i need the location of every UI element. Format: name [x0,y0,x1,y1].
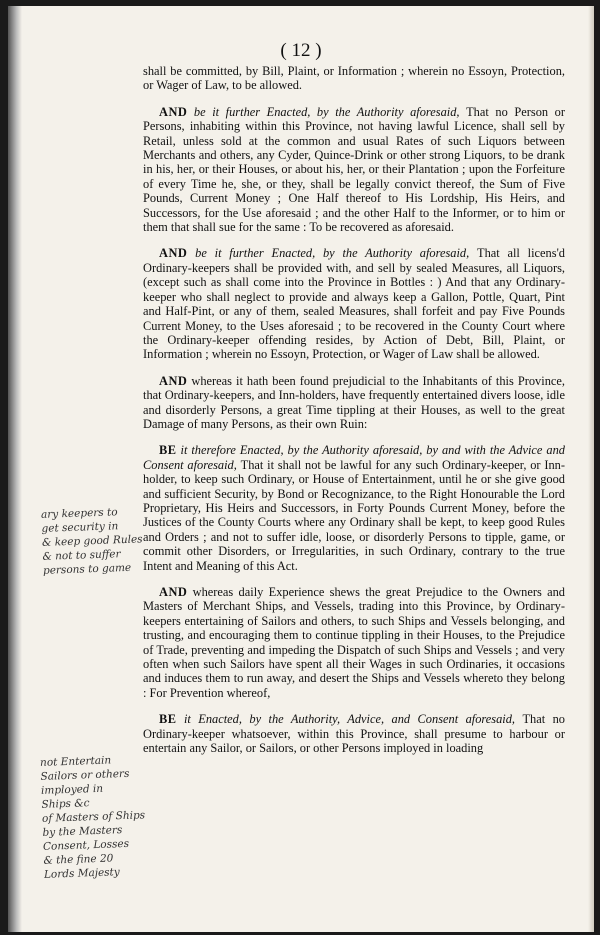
paragraph-lead: BE it Enacted, by the Authority, Advice, and Consent aforesaid, [159,712,523,727]
paragraph-3 [143,246,565,361]
paragraph-text: That no Ordinary-keeper whatsoever, within this Province, shall presume to harbour or entertain any Sailor, or Sailors, or other Persons imployed in loading [143,712,565,756]
page-number: ( 12 ) [280,40,322,61]
paragraph-1 [143,64,565,93]
binding-gutter [8,6,22,932]
page-edge [588,6,594,932]
margin-note-line: not Entertain [39,754,112,769]
margin-note-line: imployed in [40,782,104,797]
paragraph-text: shall be committed, by Bill, Plaint, or Information ; wherein no Essoyn, Protection, or Wager of Law, to be allowed. [143,64,565,93]
paragraph-lead: AND be it further Enacted, by the Authority aforesaid, [159,246,477,261]
paragraph-text: That all licens'd Ordinary-keepers shall be provided with, and sell by sealed Measures, all Liquors, (except such as shall come into the Province in Bottles : ) And that any Ordinary-keeper who shall neglect to provide and always keep a Gallon, Pottle, Quart, Pint and Half-Pint, or any of them, sealed Measures, shall forfeit and pay Five Pounds Current Money, to the Uses aforesaid ; to be recovered in the County Court where the Ordinary-keeper offending resides, by Action of Debt, Bill, Plaint, or Information ; wherein no Essoyn, Protection, or Wager of Law shall be allowed. [143,246,565,362]
paragraph-lead: BE it therefore Enacted, by the Authority aforesaid, by and with the Advice and Consent aforesaid, [143,443,565,472]
handwritten-margin-note-1 [41,504,151,578]
margin-note-line: & the fine 20 [43,852,114,867]
margin-note-line: by the Masters [42,824,123,839]
statute-text [143,64,565,755]
margin-note-line: Ships &c [41,797,90,811]
margin-note-line: ary keepers to [40,506,118,521]
paragraph-2 [143,105,565,235]
margin-note-line: Lords Majesty [43,866,120,881]
margin-note-line: Consent, Losses [42,837,130,853]
paragraph-7 [143,712,565,755]
paragraph-6 [143,585,565,700]
paragraph-4 [143,374,565,432]
margin-note-line: Sailors or others [40,767,130,783]
paragraph-text: That no Person or Persons, inhabiting within this Province, not having lawful Licence, shall sell by Retail, unless sold at the common and usual Rates of such Liquors between Merchants and others, any Cyder, Quince-Drink or other strong Liquors, to be drank in his, her, or their Houses, or about his, her, or their Plantation ; upon the Forfeiture of every Time he, she, or they, shall be legally convict thereof, the Sum of Five Pounds, Current Money ; One Half thereof to His Lordship, His Heirs, and Successors, for the Use aforesaid ; and the other Half to the Informer, or to him or them that shall sue for the same : To be recovered as aforesaid. [143,104,565,235]
paragraph-lead: AND [159,373,188,388]
margin-note-line: persons to game [42,561,132,577]
paragraph-5 [143,443,565,573]
paragraph-text: whereas it hath been found prejudicial to the Inhabitants of this Province, that Ordinary-keepers, and Inn-holders, have frequently entertained divers loose, idle and disorderly Persons, a great Time tippling at their Houses, as well to the great Damage of many Persons, as their own Ruin: [143,373,565,431]
margin-note-line: & not to suffer [42,548,121,563]
document-page [8,6,594,932]
margin-note-line: of Masters of Ships [41,809,146,825]
paragraph-text: whereas daily Experience shews the great Prejudice to the Owners and Masters of Merchant Ships, and Vessels, trading into this Province, by Ordinary-keepers entertaining of Sailors and others, to such Ships and Vessels belonging, and trusting, and encouraging them to continue tippling in their Houses, to the Prejudice of Trade, preventing and impeding the Dispatch of such Ships and Vessels ; and very often when such Sailors have spent all their Wages in such Ordinaries, it occasions and induces them to run away, and desert the Ships and Vessels whereto they belong : For Prevention whereof, [143,585,565,700]
paragraph-lead: AND [159,585,188,599]
margin-note-line: & keep good Rules [41,533,143,549]
handwritten-margin-note-2 [40,752,152,882]
paragraph-lead: AND be it further Enacted, by the Authority aforesaid, [159,104,467,119]
paragraph-text: That it shall not be lawful for any such Ordinary-keeper, or Inn-holder, to keep such Ordinary, or House of Entertainment, until he or she give good and sufficient Security, by Bond or Recognizance, to the Right Honourable the Lord Proprietary, His Heirs and Successors, in Forty Pounds Current Money, before the Justices of the County Courts where any Ordinary shall be kept, to keep good Rules and Orders ; and not to suffer idle, loose, or disorderly Persons to tipple, game, or commit other Disorders, or Irregularities, in such Ordinary, contrary to the true Intent and Meaning of this Act. [143,457,565,573]
margin-note-line: get security in [41,520,119,535]
